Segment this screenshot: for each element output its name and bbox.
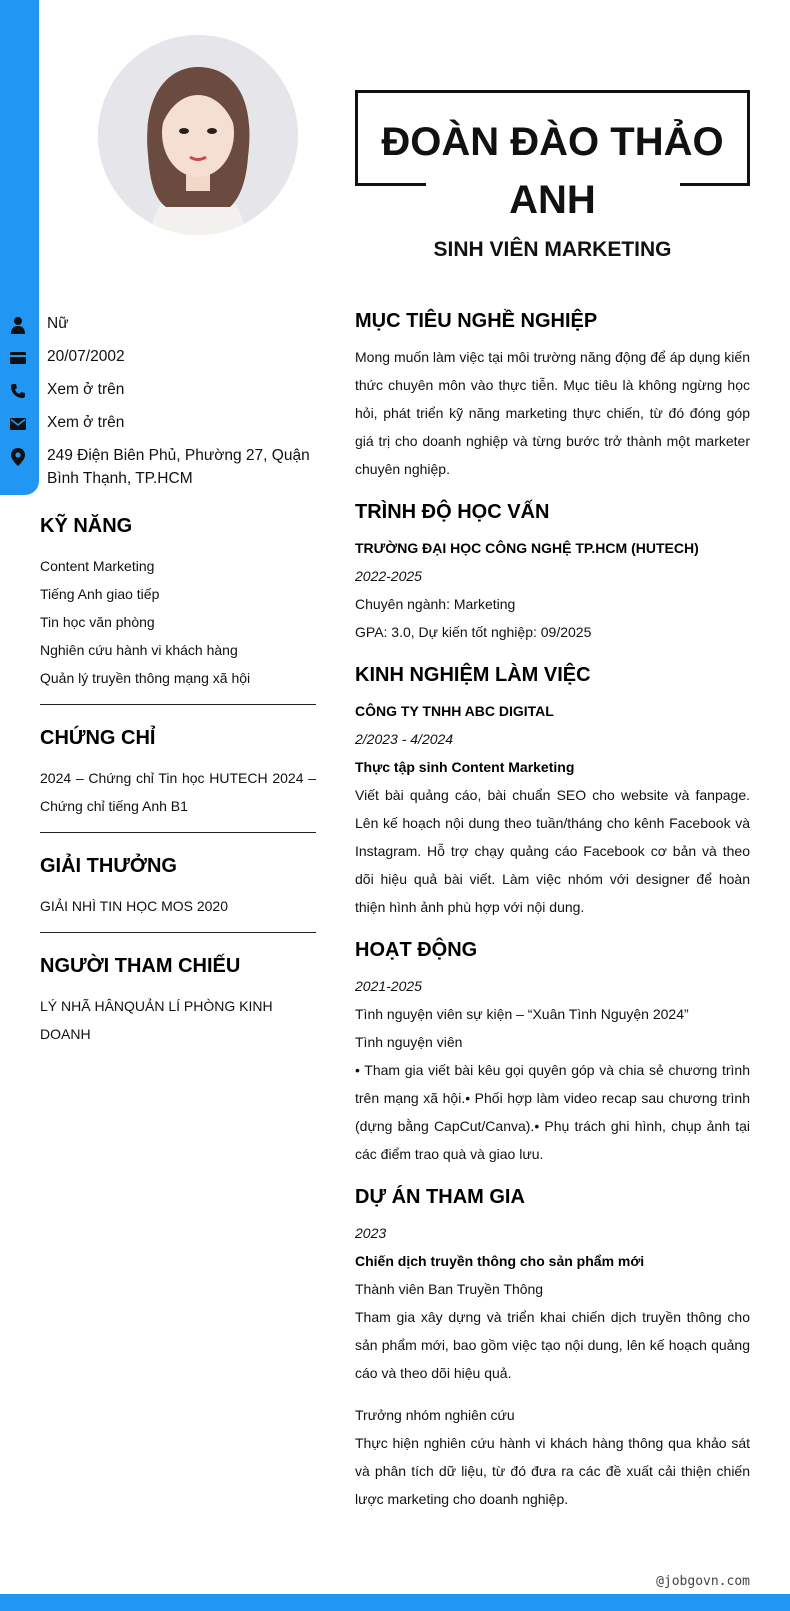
- education-gpa: GPA: 3.0, Dự kiến tốt nghiệp: 09/2025: [355, 624, 592, 640]
- skills-title: KỸ NĂNG: [40, 515, 133, 537]
- project-role-1: Thành viên Ban Truyền Thông: [355, 1281, 544, 1297]
- skill-item: Quản lý truyền thông mạng xã hội: [40, 670, 251, 686]
- objective-text: Mong muốn làm việc tại môi trường năng động để áp dụng kiến thức chuyên môn vào thực tiễn. Mục tiêu là không ngừng học hỏi, phát triển kỹ năng marketing thực chiến, từ đó đóng góp giá trị cho doanh nghiệp và từng bước trở thành một marketer chuyên nghiệp.: [355, 349, 750, 477]
- email-icon: [9, 415, 27, 433]
- project-name: Chiến dịch truyền thông cho sản phẩm mới: [355, 1253, 645, 1269]
- skill-item: Nghiên cứu hành vi khách hàng: [40, 642, 238, 658]
- experience-section: [355, 664, 750, 921]
- objective-title: MỤC TIÊU NGHỀ NGHIỆP: [355, 310, 598, 332]
- references-title: NGƯỜI THAM CHIẾU: [40, 955, 241, 977]
- section-divider: [40, 832, 316, 833]
- activities-description: • Tham gia viết bài kêu gọi quyên góp và chia sẻ chương trình trên mạng xã hội.• Phối hợp làm video recap sau chương trình (dựng bằng CapCut/Canva).• Phụ trách ghi hình, chụp ảnh tại các điểm trao quà và giao lưu.: [355, 1062, 750, 1162]
- activities-role: Tình nguyện viên: [355, 1034, 463, 1050]
- education-major: Chuyên ngành: Marketing: [355, 596, 516, 612]
- activities-period: 2021-2025: [355, 978, 422, 994]
- school-name: TRƯỜNG ĐẠI HỌC CÔNG NGHỆ TP.HCM (HUTECH): [355, 540, 699, 556]
- certificates-text: 2024 – Chứng chỉ Tin học HUTECH 2024 – Chứng chỉ tiếng Anh B1: [40, 770, 316, 814]
- candidate-name: ĐOÀN ĐÀO THẢO ANH: [381, 120, 724, 222]
- contact-gender: Nữ: [0, 312, 320, 335]
- certificates-title: CHỨNG CHỈ: [40, 727, 156, 749]
- company-name: CÔNG TY TNHH ABC DIGITAL: [355, 703, 554, 719]
- education-period: 2022-2025: [355, 568, 422, 584]
- skill-item: Tin học văn phòng: [40, 614, 155, 630]
- projects-period: 2023: [355, 1225, 387, 1241]
- experience-period: 2/2023 - 4/2024: [355, 731, 454, 747]
- section-divider: [40, 932, 316, 933]
- awards-text: GIẢI NHÌ TIN HỌC MOS 2020: [40, 898, 229, 914]
- certificates-section: [40, 727, 316, 820]
- portrait-illustration: [98, 35, 298, 235]
- activities-section: [355, 939, 750, 1168]
- left-column: [40, 515, 316, 1048]
- activities-event: Tình nguyện viên sự kiện – “Xuân Tình Nguyện 2024”: [355, 1006, 689, 1022]
- project-description-2: Thực hiện nghiên cứu hành vi khách hàng thông qua khảo sát và phân tích dữ liệu, từ đó đưa ra các đề xuất cải thiện chiến lược marketing cho doanh nghiệp.: [355, 1435, 750, 1507]
- education-title: TRÌNH ĐỘ HỌC VẤN: [355, 501, 550, 523]
- experience-title: KINH NGHIỆM LÀM VIỆC: [355, 664, 591, 686]
- projects-section: [355, 1186, 750, 1513]
- skill-item: Content Marketing: [40, 558, 155, 574]
- contact-birthday: 20/07/2002: [0, 345, 320, 368]
- contact-phone: Xem ở trên: [0, 378, 320, 401]
- contact-email: Xem ở trên: [0, 411, 320, 434]
- contact-address: 249 Điện Biên Phủ, Phường 27, Quận Bình Thạnh, TP.HCM: [0, 444, 320, 490]
- references-text: LÝ NHÃ HÂNQUẢN LÍ PHÒNG KINH DOANH: [40, 998, 273, 1042]
- project-role-2: Trưởng nhóm nghiên cứu: [355, 1407, 515, 1423]
- person-icon: [9, 316, 27, 334]
- awards-title: GIẢI THƯỞNG: [40, 855, 177, 877]
- objective-section: [355, 310, 750, 483]
- experience-description: Viết bài quảng cáo, bài chuẩn SEO cho website và fanpage. Lên kế hoạch nội dung theo tuần/tháng cho kênh Facebook và Instagram. Hỗ trợ chạy quảng cáo Facebook cơ bản và theo dõi hiệu quả bài viết. Làm việc nhóm với designer để hoàn thiện hình ảnh phù hợp với nội dung.: [355, 787, 750, 915]
- calendar-icon: [9, 349, 27, 367]
- references-section: [40, 955, 316, 1048]
- job-title: SINH VIÊN MARKETING: [433, 238, 672, 261]
- experience-position: Thực tập sinh Content Marketing: [355, 759, 575, 775]
- projects-title: DỰ ÁN THAM GIA: [355, 1186, 525, 1208]
- section-divider: [40, 704, 316, 705]
- watermark: @jobgovn.com: [656, 1574, 750, 1589]
- contact-info: [0, 312, 320, 500]
- skills-section: [40, 515, 316, 692]
- phone-icon: [9, 382, 27, 400]
- awards-section: [40, 855, 316, 920]
- location-icon: [9, 448, 27, 466]
- education-section: [355, 501, 750, 646]
- activities-title: HOẠT ĐỘNG: [355, 939, 478, 961]
- right-column: [355, 310, 750, 1531]
- bottom-accent-bar: [0, 1594, 790, 1611]
- project-description-1: Tham gia xây dựng và triển khai chiến dịch truyền thông cho sản phẩm mới, bao gồm việc tạo nội dung, lên kế hoạch quảng cáo và theo dõi hiệu quả.: [355, 1309, 750, 1381]
- profile-photo: [98, 35, 298, 235]
- skill-item: Tiếng Anh giao tiếp: [40, 586, 160, 602]
